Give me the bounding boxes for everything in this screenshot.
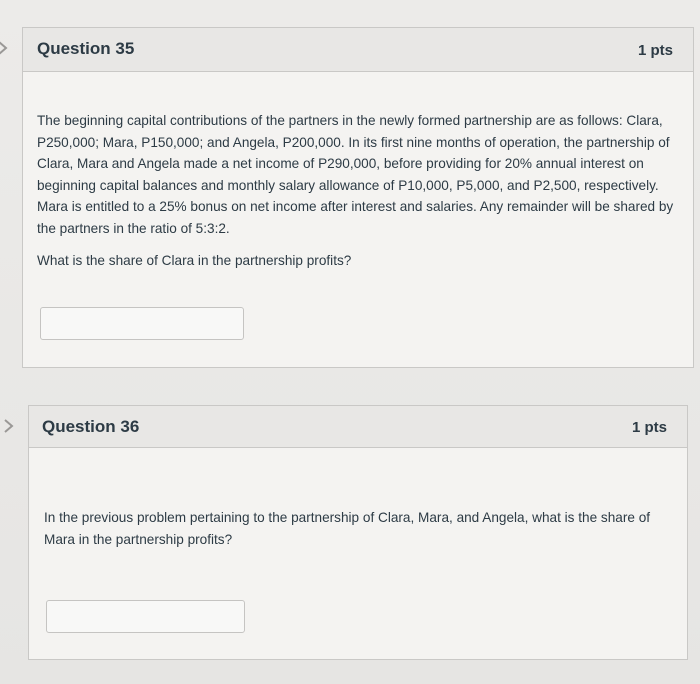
question-header <box>23 28 693 72</box>
question-marker-icon <box>2 419 16 433</box>
answer-input[interactable] <box>46 600 245 633</box>
question-text: The beginning capital contributions of the partners in the newly formed partnership are as follows: Clara, P250,000; Mara, P150,000; and Angela, P200,000. In its first nine months of operation, the partnership of Clara, Mara and Angela made a net income of P290,000, before providing for 20% annual interest on beginning capital balances and monthly salary allowance of P10,000, P5,000, and P2,500, respectively. Mara is entitled to a 25% bonus on net income after interest and salaries. Any remainder will be shared by the partners in the ratio of 5:3:2. <box>37 113 674 236</box>
question-36 <box>28 405 688 660</box>
question-title: Question 35 <box>37 39 135 58</box>
question-35 <box>22 27 694 368</box>
question-points: 1 pts <box>631 419 667 436</box>
question-points: 1 pts <box>637 42 673 59</box>
question-text: In the previous problem pertaining to the partnership of Clara, Mara, and Angela, what is the share of Mara in the partnership profits? <box>44 510 651 547</box>
question-header <box>29 406 687 448</box>
question-title: Question 36 <box>42 417 140 436</box>
answer-input[interactable] <box>40 307 244 340</box>
question-prompt: What is the share of Clara in the partnership profits? <box>37 252 352 268</box>
question-body <box>44 507 669 550</box>
question-body <box>37 110 677 271</box>
question-marker-icon <box>0 41 10 55</box>
